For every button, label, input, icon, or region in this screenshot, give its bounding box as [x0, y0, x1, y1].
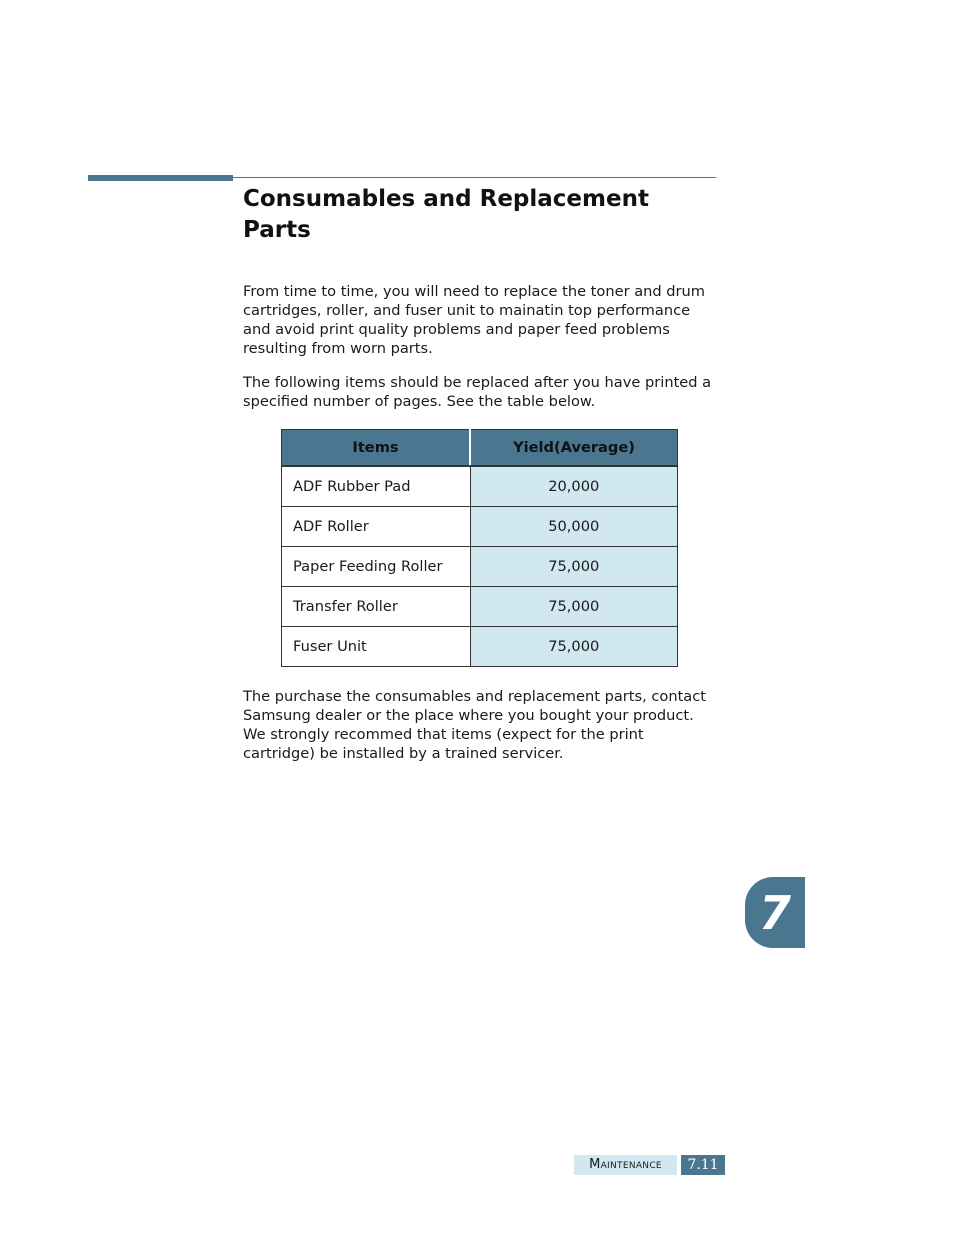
item-name: Paper Feeding Roller — [282, 547, 471, 587]
chapter-tab: 7 — [745, 877, 805, 948]
item-yield: 50,000 — [470, 507, 678, 547]
item-yield: 75,000 — [470, 587, 678, 627]
column-header-yield: Yield(Average) — [470, 430, 678, 467]
header-rule-thick — [88, 175, 233, 181]
consumables-table — [281, 429, 678, 667]
footer-page-number: 7.11 — [681, 1155, 725, 1175]
table-row — [282, 507, 678, 547]
item-name: Fuser Unit — [282, 627, 471, 667]
item-name: ADF Rubber Pad — [282, 466, 471, 507]
item-yield: 75,000 — [470, 547, 678, 587]
page-title: Consumables and Replacement Parts — [243, 186, 649, 243]
table-row — [282, 587, 678, 627]
purchase-paragraph: The purchase the consumables and replacement parts, contact Samsung dealer or the place where you bought your product. We strongly recommed that items (expect for the print cartridge) be installed by a trained servicer. — [243, 688, 706, 762]
table-row — [282, 627, 678, 667]
table-row — [282, 466, 678, 507]
header-rule-thin — [233, 177, 716, 178]
item-yield: 20,000 — [470, 466, 678, 507]
item-yield: 75,000 — [470, 627, 678, 667]
table-header-row — [282, 430, 678, 467]
column-header-items: Items — [282, 430, 471, 467]
note-paragraph: The following items should be replaced after you have printed a specified number of pages. See the table below. — [243, 374, 712, 410]
footer-section-label: Maintenance — [574, 1155, 677, 1175]
item-name: Transfer Roller — [282, 587, 471, 627]
intro-paragraph: From time to time, you will need to replace the toner and drum cartridges, roller, and fuser unit to mainatin top performance and avoid print quality problems and paper feed problems resulting from worn parts. — [243, 283, 706, 357]
item-name: ADF Roller — [282, 507, 471, 547]
table-row — [282, 547, 678, 587]
